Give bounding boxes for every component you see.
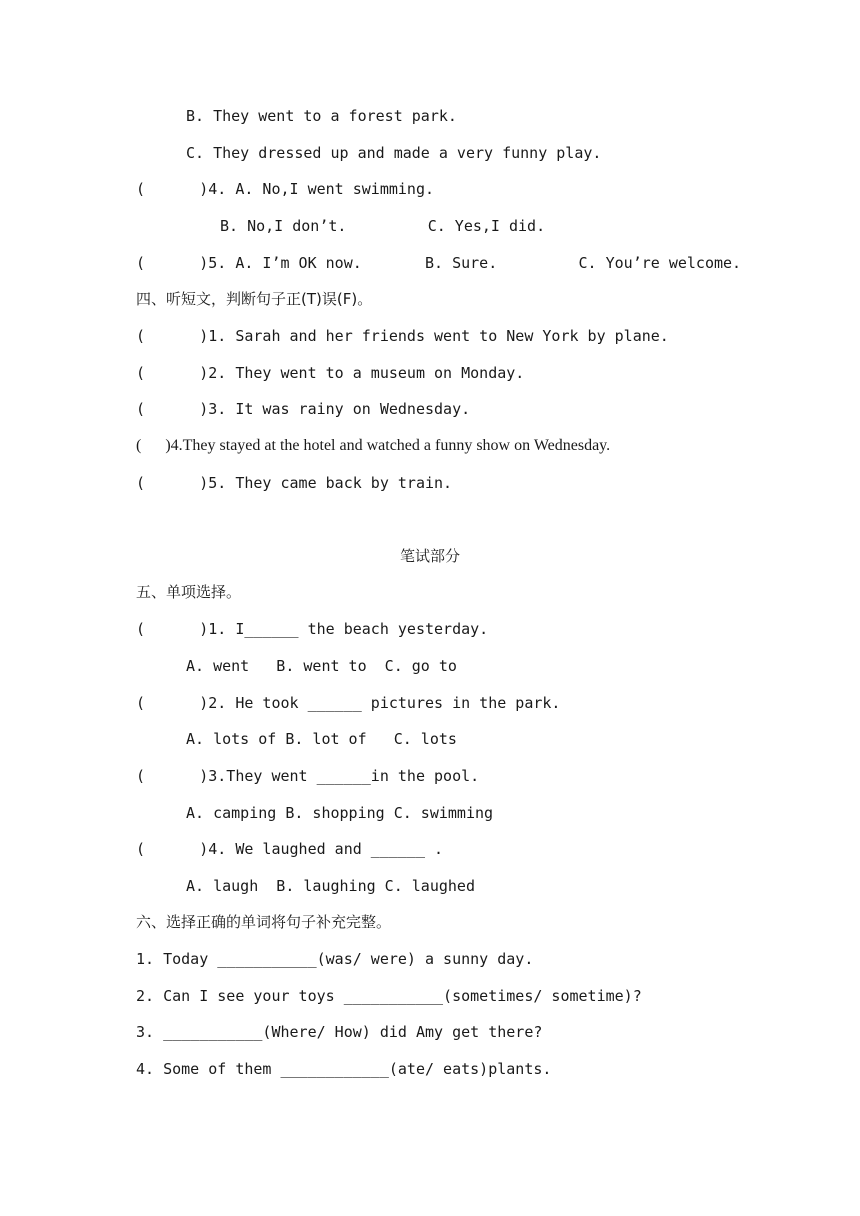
section6-heading: 六、选择正确的单词将句子补充完整。 [136, 913, 392, 931]
listening-q4: ( )4. A. No,I went swimming. [136, 180, 435, 198]
section4-heading: 四、听短文，判断句子正(T)误(F)。 [136, 290, 373, 308]
section4-item-2: ( )2. They went to a museum on Monday. [136, 364, 525, 382]
listening-q4-options: B. No,I don’t. C. Yes,I did. [220, 217, 546, 235]
section4-item-4: ( )4.They stayed at the hotel and watched a funny show on Wednesday. [136, 437, 611, 454]
section5-q2-options: A. lots of B. lot of C. lots [186, 730, 457, 748]
section5-q1-options: A. went B. went to C. go to [186, 657, 457, 675]
section5-q3: ( )3.They went ______in the pool. [136, 767, 480, 785]
section5-heading: 五、单项选择。 [136, 583, 242, 601]
section5-q4: ( )4. We laughed and ______ . [136, 840, 444, 858]
listening-q3-option-b: B. They went to a forest park. [186, 107, 457, 125]
section5-q1: ( )1. I______ the beach yesterday. [136, 620, 489, 638]
section5-q2: ( )2. He took ______ pictures in the park. [136, 694, 561, 712]
section4-item-5: ( )5. They came back by train. [136, 474, 453, 492]
section6-item-2: 2. Can I see your toys ___________(sometimes/ sometime)? [136, 987, 642, 1005]
written-part-title: 笔试部分 [399, 547, 460, 565]
listening-q5: ( )5. A. I’m OK now. B. Sure. C. You’re welcome. [136, 254, 742, 272]
section6-item-3: 3. ___________(Where/ How) did Amy get there? [136, 1023, 543, 1041]
listening-q3-option-c: C. They dressed up and made a very funny play. [186, 144, 602, 162]
section4-item-3: ( )3. It was rainy on Wednesday. [136, 400, 471, 418]
section5-q3-options: A. camping B. shopping C. swimming [186, 804, 494, 822]
section6-item-1: 1. Today ___________(was/ were) a sunny day. [136, 950, 534, 968]
section6-item-4: 4. Some of them ____________(ate/ eats)plants. [136, 1060, 552, 1078]
section5-q4-options: A. laugh B. laughing C. laughed [186, 877, 475, 895]
section4-item-1: ( )1. Sarah and her friends went to New York by plane. [136, 327, 669, 345]
